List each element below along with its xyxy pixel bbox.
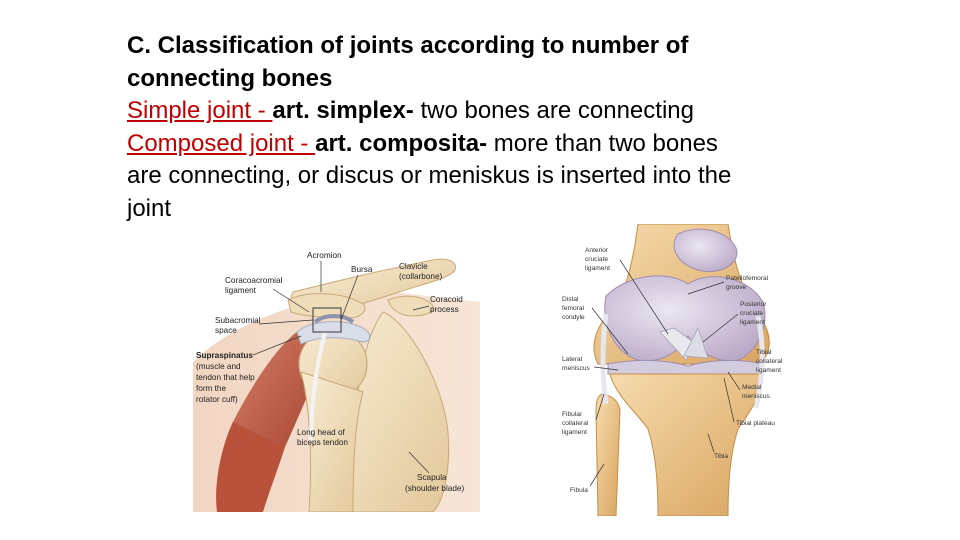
label-long-head-2: biceps tendon bbox=[297, 438, 348, 447]
fibula-shape bbox=[596, 394, 620, 516]
label-tibial-collateral-2: collateral bbox=[756, 358, 783, 365]
composed-joint-latin: art. composita- bbox=[315, 129, 488, 157]
composed-joint-text-2: are connecting, or discus or meniskus is inserted into the bbox=[127, 162, 732, 189]
label-clavicle: Clavicle bbox=[399, 262, 428, 271]
shoulder-joint-illustration bbox=[193, 232, 480, 512]
simple-joint-term: Simple joint - bbox=[127, 97, 273, 124]
label-supraspinatus-desc-4: rotator cuff) bbox=[196, 395, 238, 404]
label-fibular-2: collateral bbox=[562, 420, 589, 427]
composed-joint-term: Composed joint - bbox=[127, 129, 316, 157]
label-shoulder-blade: (shoulder blade) bbox=[405, 484, 465, 493]
label-coracoacromial-2: ligament bbox=[225, 286, 256, 295]
composed-joint-line bbox=[127, 128, 847, 161]
label-subacromial-2: space bbox=[215, 326, 237, 335]
label-supraspinatus-desc-3: form the bbox=[196, 384, 227, 393]
label-anterior-2: cruciate bbox=[585, 256, 609, 263]
label-tibia: Tibia bbox=[714, 453, 729, 460]
label-distal-3: condyle bbox=[562, 314, 585, 321]
label-posterior-2: cruciate bbox=[740, 310, 764, 317]
label-medial-2: meniscus bbox=[742, 393, 770, 400]
label-fibular-1: Fibular bbox=[562, 411, 583, 418]
simple-joint-latin: art. simplex- bbox=[272, 97, 414, 124]
label-patellofemoral-2: groove bbox=[726, 284, 747, 291]
knee-joint-illustration bbox=[558, 224, 788, 516]
label-fibular-3: ligament bbox=[562, 429, 587, 436]
label-acromion: Acromion bbox=[307, 251, 342, 260]
label-tibial-collateral-3: ligament bbox=[756, 367, 781, 374]
label-distal-1: Distal bbox=[562, 296, 579, 303]
label-supraspinatus-desc-1: (muscle and bbox=[196, 362, 241, 371]
label-tibial-collateral-1: Tibial bbox=[756, 349, 772, 356]
label-distal-2: femoral bbox=[562, 305, 584, 312]
composed-joint-text-3: joint bbox=[127, 194, 172, 222]
label-bursa: Bursa bbox=[351, 265, 373, 274]
slide-text bbox=[127, 30, 847, 225]
label-lateral-2: meniscus bbox=[562, 365, 590, 372]
label-posterior-1: Posterior bbox=[740, 301, 767, 308]
label-coracoacromial-1: Coracoacromial bbox=[225, 276, 283, 285]
label-coracoid-2: process bbox=[430, 305, 459, 314]
label-posterior-3: ligament bbox=[740, 319, 765, 326]
label-anterior-1: Anterior bbox=[585, 247, 609, 254]
label-patellofemoral-1: Patellofemoral bbox=[726, 275, 769, 282]
label-long-head-1: Long head of bbox=[297, 428, 345, 437]
label-subacromial-1: Subacromial bbox=[215, 316, 261, 325]
label-lateral-1: Lateral bbox=[562, 356, 583, 363]
title-line-1: C. Classification of joints according to number of bbox=[127, 32, 689, 59]
label-coracoid-1: Coracoid bbox=[430, 295, 463, 304]
label-tibial-plateau: Tibial plateau bbox=[736, 420, 775, 427]
label-anterior-3: ligament bbox=[585, 265, 610, 272]
label-supraspinatus: Supraspinatus bbox=[196, 351, 253, 360]
label-fibula: Fibula bbox=[570, 487, 588, 494]
tibia-shape bbox=[610, 374, 762, 516]
composed-joint-text-1: more than two bones bbox=[487, 129, 718, 157]
simple-joint-text: two bones are connecting bbox=[413, 97, 694, 124]
label-supraspinatus-desc-2: tendon that help bbox=[196, 373, 255, 382]
title-line-2: connecting bones bbox=[127, 64, 333, 92]
label-scapula: Scapula bbox=[417, 473, 447, 482]
label-medial-1: Medial bbox=[742, 384, 762, 391]
label-collarbone: (collarbone) bbox=[399, 272, 443, 281]
simple-joint-line bbox=[127, 95, 847, 128]
